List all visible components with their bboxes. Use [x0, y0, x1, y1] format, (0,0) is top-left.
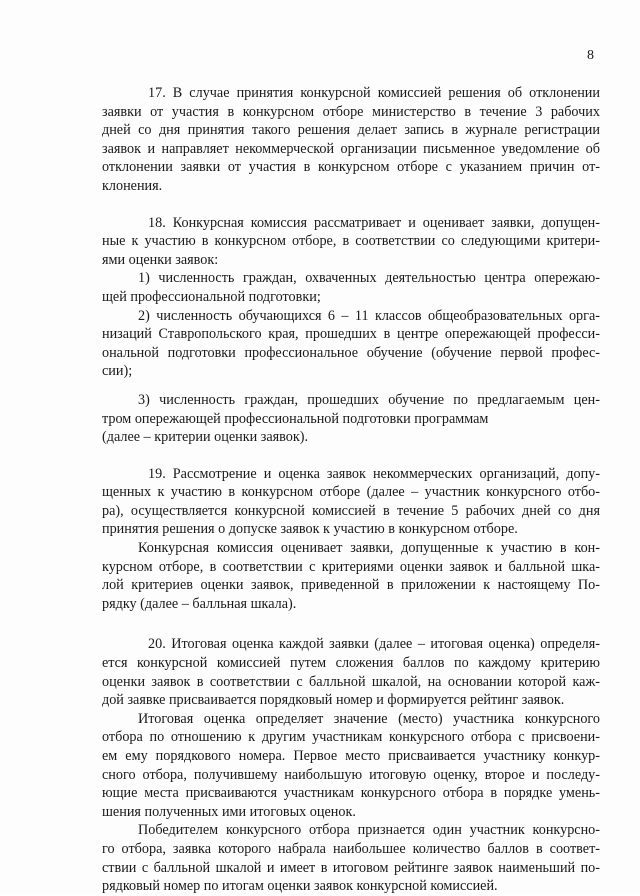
- text-line: рядковый номер по итогам оценки заявок конкурсной комиссией.: [102, 878, 498, 895]
- text-line: заявки от участия в конкурсном отборе министерство в течение 3 рабочих: [102, 103, 600, 120]
- text-line: оценки заявок в соответствии с балльной шкалой, на основании которой каж-: [102, 673, 600, 690]
- text-line: заявок и направляет некоммерческой организации письменное уведомление об: [102, 140, 600, 157]
- text-line: принятия решения о допуске заявок к участию в конкурсном отборе.: [102, 521, 518, 538]
- text-line: тром опережающей профессиональной подготовки программам: [102, 410, 489, 427]
- text-line: ные к участию в конкурсном отборе, в соответствии со следующими критери-: [102, 233, 600, 250]
- text-line: низаций Ставропольского края, прошедших в центре опережающей професси-: [102, 326, 600, 343]
- text-line: ющие места присваиваются участникам конкурсного отбора в порядке умень-: [102, 785, 600, 802]
- text-line: дой заявке присваивается порядковый номер и формируется рейтинг заявок.: [102, 692, 565, 709]
- text-line: щей профессиональной подготовки;: [102, 288, 321, 305]
- text-line: отбора по отношению к другим участникам конкурсного отбора с присвоени-: [102, 729, 600, 746]
- text-line: ями оценки заявок:: [102, 251, 219, 268]
- text-line: ра), осуществляется конкурсной комиссией в течение 5 рабочих дней со дня: [102, 502, 600, 519]
- text-line: клонения.: [102, 177, 163, 194]
- text-line: 1) численность граждан, охваченных деятельностью центра опережаю-: [138, 270, 600, 287]
- text-line: 2) численность обучающихся 6 – 11 классов общеобразовательных орга-: [138, 307, 600, 324]
- text-line: дней со дня принятия такого решения делает запись в журнале регистрации: [102, 122, 600, 139]
- paragraph-19: [102, 465, 600, 539]
- text-line: 20. Итоговая оценка каждой заявки (далее – итоговая оценка) определя-: [148, 636, 600, 653]
- criterion-2: [102, 307, 600, 381]
- text-line: го отбора, заявка которого набрала наибольшее количество баллов в соответ-: [102, 840, 600, 857]
- paragraph-20: [102, 635, 600, 709]
- text-line: 17. В случае принятия конкурсной комиссией решения об отклонении: [148, 85, 600, 101]
- text-line: щенных к участию в конкурсном отборе (далее – участник конкурсного отбо-: [102, 484, 600, 501]
- text-line: рядку (далее – балльная шкала).: [102, 595, 297, 612]
- page-number: 8: [587, 48, 594, 63]
- criterion-3: [102, 391, 600, 447]
- paragraph-20-continued: [102, 710, 600, 822]
- text-line: ем ему порядкового номера. Первое место присваивается участнику конкур-: [102, 748, 600, 764]
- paragraph-20-winner: [102, 821, 600, 895]
- text-line: ональной подготовки профессиональное обучение (обучение первой профес-: [102, 344, 600, 361]
- text-line: 19. Рассмотрение и оценка заявок некоммерческих организаций, допу-: [148, 465, 600, 482]
- text-line: Итоговая оценка определяет значение (место) участника конкурсного: [138, 710, 600, 727]
- text-line: ствии с балльной шкалой и имеет в итоговом рейтинге заявок наименьший по-: [102, 859, 600, 876]
- text-line: (далее – критерии оценки заявок).: [102, 429, 309, 446]
- paragraph-18: [102, 214, 600, 270]
- text-line: сии);: [102, 363, 133, 380]
- paragraph-17: [102, 84, 600, 196]
- document-body: [102, 84, 600, 896]
- text-line: курсном отборе, в соответствии с критериями оценки заявок и балльной шка-: [102, 558, 600, 575]
- text-line: шения полученных ими итоговых оценок.: [102, 803, 356, 820]
- paragraph-19-continued: [102, 539, 600, 613]
- text-line: 3) численность граждан, прошедших обучение по предлагаемым цен-: [138, 391, 600, 408]
- text-line: сного отбора, получившему наибольшую итоговую оценку, второе и последу-: [102, 766, 600, 783]
- text-line: лой критериев оценки заявок, приведенной в приложении к настоящему По-: [102, 577, 600, 594]
- text-line: ется конкурсной комиссией путем сложения баллов по каждому критерию: [102, 655, 600, 672]
- text-line: Конкурсная комиссия оценивает заявки, допущенные к участию в кон-: [138, 540, 600, 557]
- criterion-1: [102, 269, 600, 306]
- text-line: 18. Конкурсная комиссия рассматривает и оценивает заявки, допущен-: [148, 214, 600, 231]
- text-line: отклонении заявки от участия в конкурсном отборе с указанием причин от-: [102, 159, 600, 176]
- text-line: Победителем конкурсного отбора признается один участник конкурсно-: [138, 822, 600, 839]
